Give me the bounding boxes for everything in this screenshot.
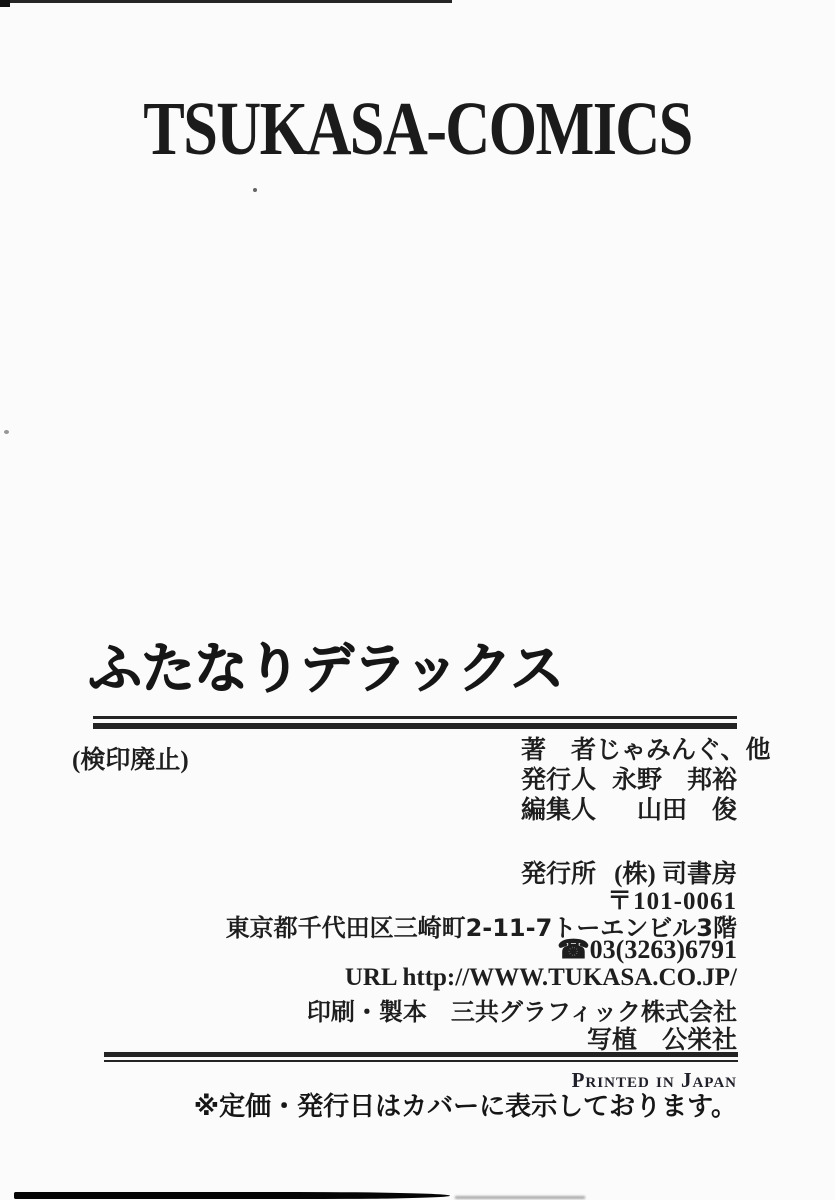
credit-row-editor (521, 798, 737, 828)
title-double-rule (93, 716, 737, 729)
scan-edge-corner (0, 0, 10, 7)
publisher-url: URL http://WWW.TUKASA.CO.JP/ (344, 964, 737, 991)
typesetting-company: 写植 公栄社 (586, 1027, 737, 1054)
publisher-phone: ☎03(3263)6791 (557, 935, 737, 964)
credit-label: 発行人 (521, 767, 597, 794)
credit-value: 山田 俊 (636, 797, 737, 824)
scan-edge-bottom (14, 1192, 450, 1199)
footer-double-rule (104, 1052, 738, 1062)
book-title: ふたなりデラックス (88, 637, 564, 700)
scan-edge-top (0, 0, 452, 3)
printed-in-japan: Printed in Japan (571, 1068, 737, 1092)
publisher-postal-code: 〒101-0061 (607, 888, 737, 915)
scan-speck (253, 188, 257, 192)
seal-abolition-note: (検印廃止) (72, 747, 189, 774)
imprint-logo-text: TSUKASA-COMICS (143, 87, 692, 171)
publisher-label: 発行所 (521, 861, 597, 888)
credit-value: じゃみんぐ、他 (596, 737, 771, 764)
credit-label: 編集人 (521, 797, 597, 824)
price-note: ※定価・発行日はカバーに表示しております。 (193, 1092, 737, 1122)
credit-row-issuer (521, 768, 737, 798)
printing-company: 印刷・製本 三共グラフィック株式会社 (306, 998, 737, 1026)
scan-edge-bottom-smear (455, 1196, 585, 1199)
credit-label: 著 者 (521, 737, 597, 764)
publisher-address: 東京都千代田区三崎町2-11-7トーエンビル3階 (225, 914, 737, 942)
credit-row-author (521, 737, 771, 768)
scan-speck (4, 430, 9, 434)
credits-block (521, 737, 771, 828)
credit-value: 永野 邦裕 (611, 767, 737, 794)
publisher-name: (株) 司書房 (614, 861, 737, 888)
